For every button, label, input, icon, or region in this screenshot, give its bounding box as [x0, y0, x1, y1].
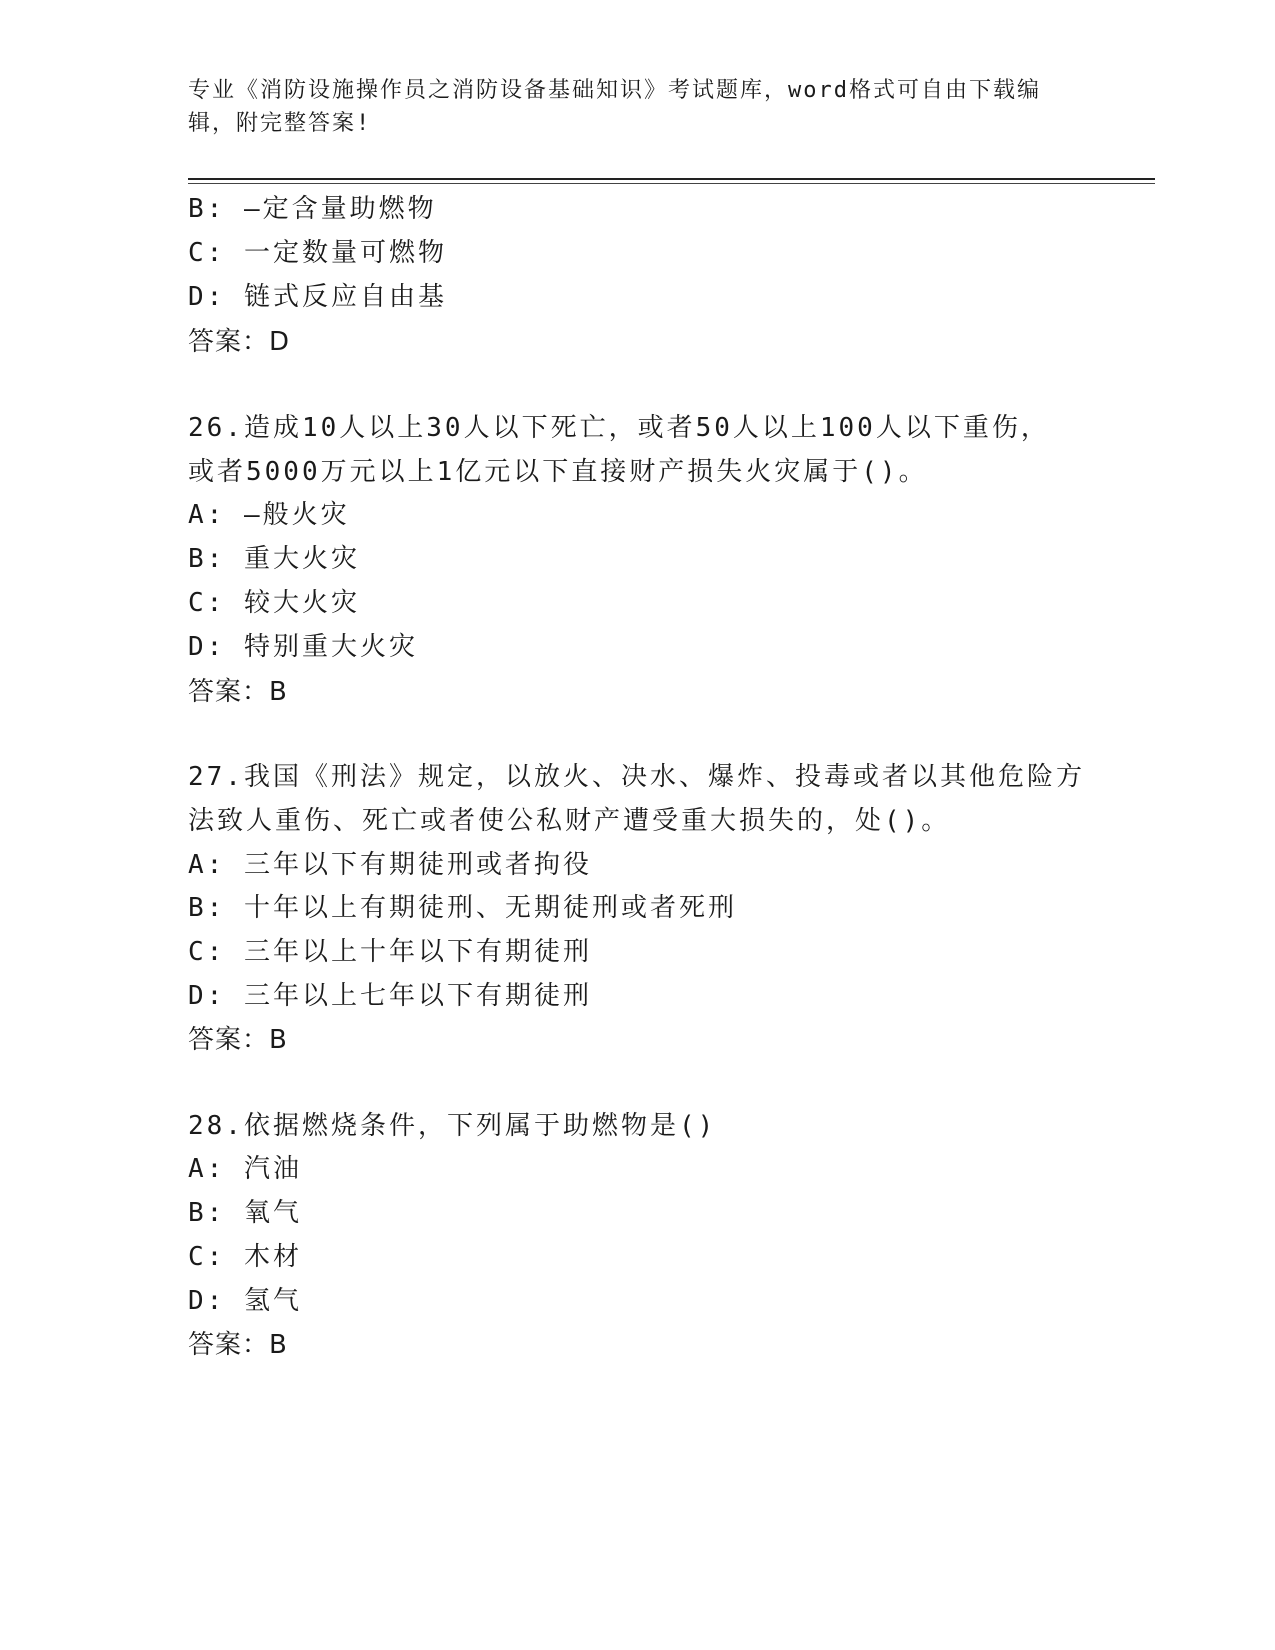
option-a: A: 汽油 [188, 1154, 302, 1184]
option-c: C: 木材 [188, 1242, 302, 1272]
option-b: B: 重大火灾 [188, 544, 360, 574]
option-a: A: —般火灾 [188, 500, 350, 530]
question-text: 法致人重伤、死亡或者使公私财产遭受重大损失的，处()。 [188, 806, 951, 836]
answer-line: 答案：B [188, 677, 288, 707]
option-b: B: —定含量助燃物 [188, 194, 437, 224]
question-text: 28.依据燃烧条件，下列属于助燃物是() [188, 1111, 717, 1141]
answer-line: 答案：B [188, 1025, 288, 1055]
option-b: B: 氧气 [188, 1198, 302, 1228]
question-text: 27.我国《刑法》规定，以放火、决水、爆炸、投毒或者以其他危险方 [188, 762, 1085, 792]
header-divider-thin [188, 183, 1155, 184]
header-line-1: 专业《消防设施操作员之消防设备基础知识》考试题库，word格式可自由下载编 [188, 78, 1041, 103]
option-d: D: 特别重大火灾 [188, 632, 418, 662]
option-b: B: 十年以上有期徒刑、无期徒刑或者死刑 [188, 893, 737, 923]
option-c: C: 较大火灾 [188, 588, 360, 618]
question-text: 或者5000万元以上1亿元以下直接财产损失火灾属于()。 [188, 457, 928, 487]
header-line-2: 辑，附完整答案! [188, 111, 372, 136]
option-a: A: 三年以下有期徒刑或者拘役 [188, 850, 592, 880]
option-d: D: 氢气 [188, 1286, 302, 1316]
option-c: C: 三年以上十年以下有期徒刑 [188, 937, 592, 967]
header-divider-thick [188, 178, 1155, 180]
option-d: D: 链式反应自由基 [188, 282, 447, 312]
answer-line: 答案：B [188, 1330, 288, 1360]
option-d: D: 三年以上七年以下有期徒刑 [188, 981, 592, 1011]
option-c: C: 一定数量可燃物 [188, 238, 447, 268]
answer-line: 答案：D [188, 327, 291, 357]
question-text: 26.造成10人以上30人以下死亡，或者50人以上100人以下重伤， [188, 413, 1050, 443]
document-header [188, 74, 1088, 140]
